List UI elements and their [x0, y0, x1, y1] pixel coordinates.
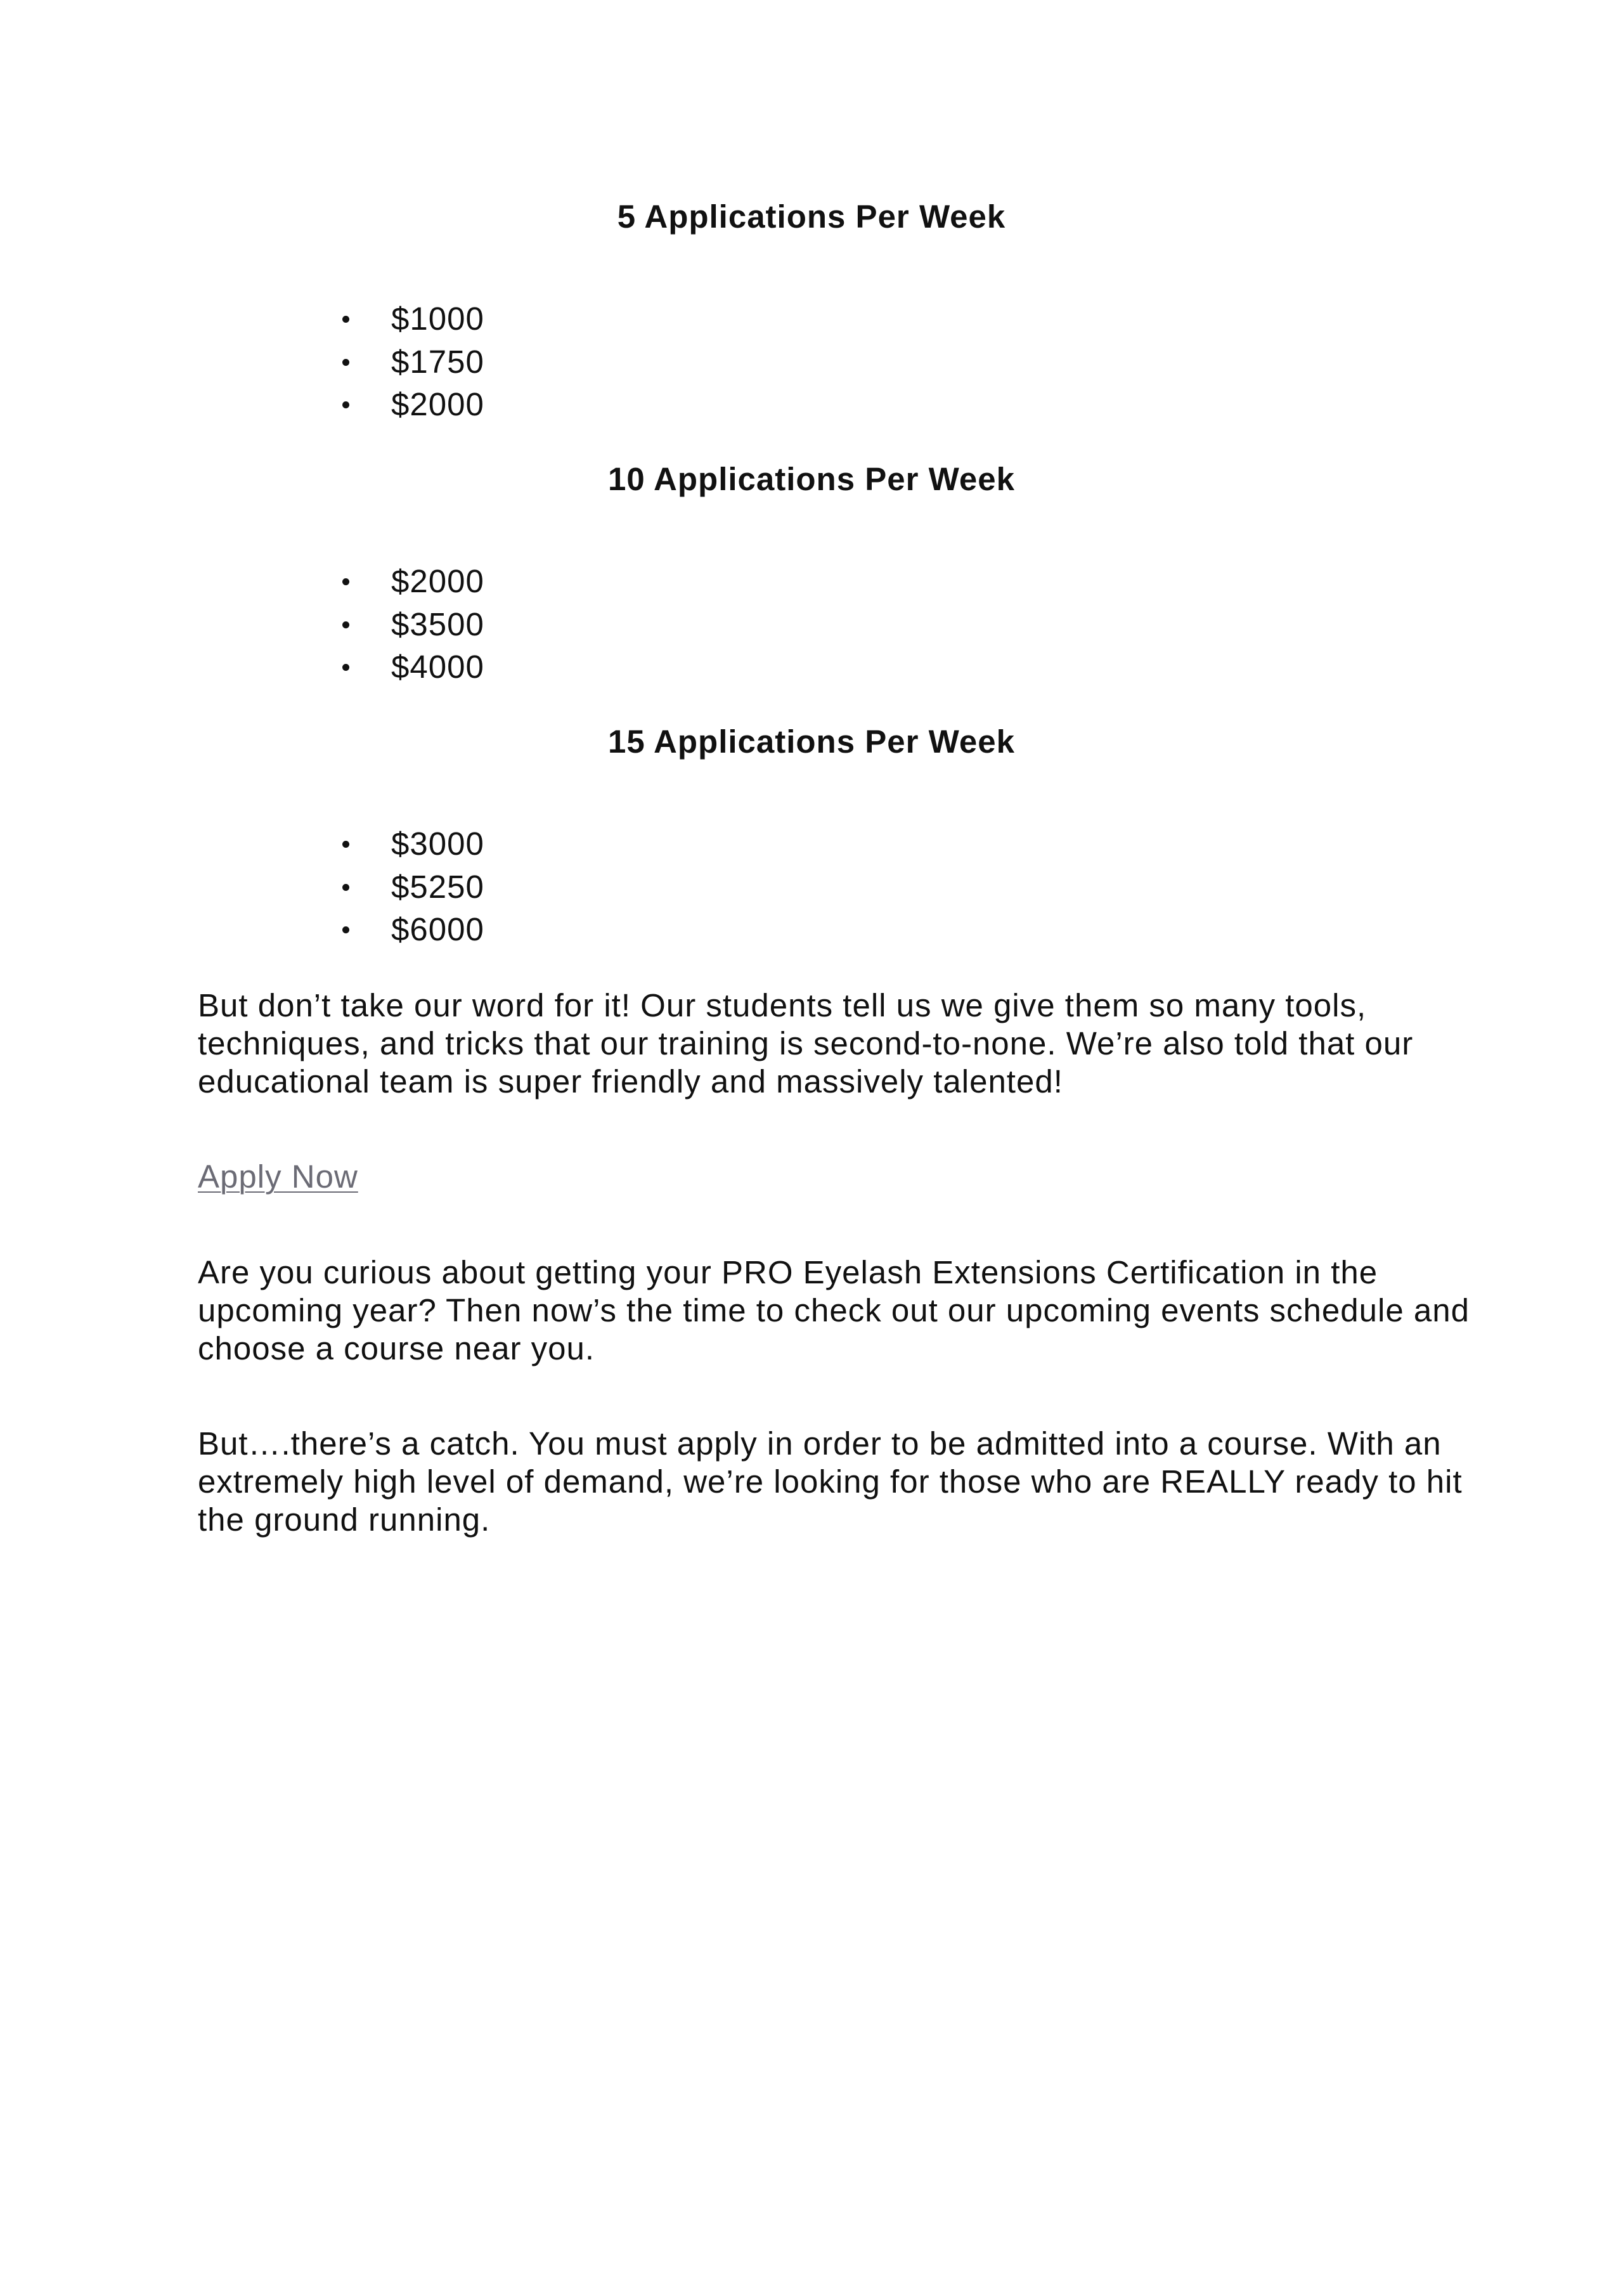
price-value: $2000 [391, 563, 484, 599]
list-item [342, 383, 484, 426]
price-value: $6000 [391, 911, 484, 947]
price-value: $3500 [391, 606, 484, 642]
bullet-icon [342, 578, 349, 585]
price-list-15-applications [342, 822, 484, 951]
bullet-icon [342, 884, 349, 891]
list-item [342, 297, 484, 341]
list-item [342, 603, 484, 646]
section-heading-5-applications: 5 Applications Per Week [617, 198, 1006, 235]
price-list-10-applications [342, 560, 484, 689]
list-item [342, 645, 484, 689]
curious-paragraph: Are you curious about getting your PRO Eyelash Extensions Certification in the upcoming year? Then now’s the time to check out our upcoming events schedule and choose a course near you. [198, 1254, 1470, 1366]
price-value: $2000 [391, 386, 484, 422]
price-value: $1750 [391, 343, 484, 380]
price-value: $4000 [391, 649, 484, 685]
bullet-icon [342, 316, 349, 323]
list-item [342, 822, 484, 866]
price-value: $5250 [391, 868, 484, 905]
price-list-5-applications [342, 297, 484, 426]
list-item [342, 908, 484, 951]
apply-now-link[interactable]: Apply Now [198, 1158, 358, 1195]
price-value: $1000 [391, 301, 484, 337]
bullet-icon [342, 359, 349, 366]
bullet-icon [342, 401, 349, 408]
bullet-icon [342, 926, 349, 933]
bullet-icon [342, 621, 349, 628]
list-item [342, 866, 484, 909]
bullet-icon [342, 664, 349, 671]
catch-paragraph: But….there’s a catch. You must apply in order to be admitted into a course. With an extremely high level of demand, we’re looking for those who are REALLY ready to hit the ground running. [198, 1425, 1463, 1538]
bullet-icon [342, 841, 349, 848]
list-item [342, 560, 484, 603]
section-heading-10-applications: 10 Applications Per Week [608, 461, 1015, 497]
testimonial-paragraph: But don’t take our word for it! Our students tell us we give them so many tools, techniques, and tricks that our training is second-to-none. We’re also told that our educational team is super friendly and massively talented! [198, 987, 1414, 1099]
section-heading-15-applications: 15 Applications Per Week [608, 723, 1015, 760]
price-value: $3000 [391, 826, 484, 862]
list-item [342, 341, 484, 384]
